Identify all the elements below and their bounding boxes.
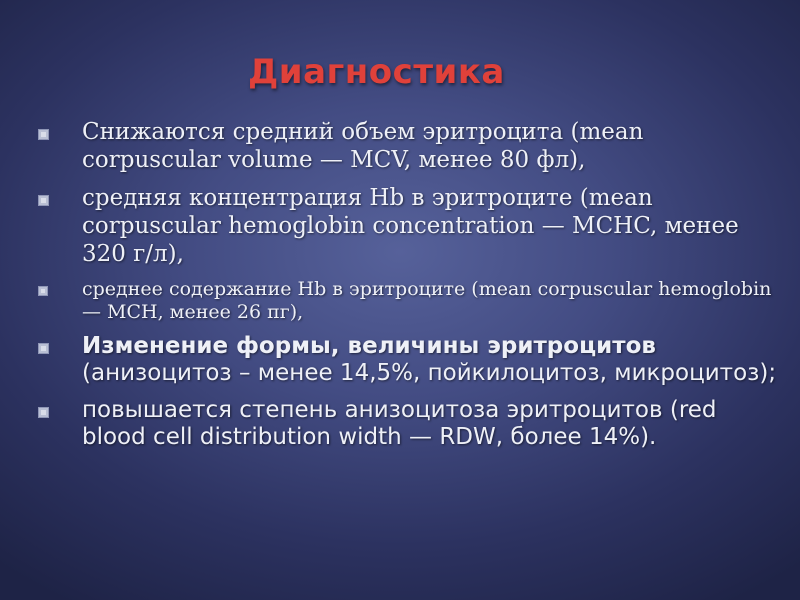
bullet-text: среднее содержание Hb в эритроците (mean corpuscular hemoglobin — MCH, менее 26 пг),: [82, 278, 772, 323]
square-bullet-icon: [38, 343, 49, 354]
bullet-text: (анизоцитоз – менее 14,5%, пойкилоцитоз, микроцитоз);: [82, 360, 777, 386]
bullet-item-mch: [38, 278, 783, 324]
bullet-item-rdw: [38, 397, 783, 451]
bullet-text: Снижаются средний объем эритроцита (mean corpuscular volume — MCV, менее 80 фл),: [82, 119, 644, 173]
square-bullet-icon: [38, 407, 49, 418]
square-bullet-icon: [38, 129, 49, 140]
bullet-item-shape: [38, 333, 783, 387]
bullet-bold-text: Изменение формы, величины эритроцитов: [82, 333, 656, 359]
bullet-item-mchc: [38, 184, 783, 268]
bullet-item-mcv: [38, 118, 783, 174]
square-bullet-icon: [38, 195, 49, 206]
bullet-list: [38, 118, 783, 451]
bullet-text: повышается степень анизоцитоза эритроцитов (red blood cell distribution width — RDW, более 14%).: [82, 397, 717, 450]
bullet-text: средняя концентрация Hb в эритроците (mean corpuscular hemoglobin concentration — MCHC, менее 320 г/л),: [82, 185, 739, 267]
slide-title: Диагностика: [248, 52, 505, 92]
square-bullet-icon: [38, 286, 48, 296]
